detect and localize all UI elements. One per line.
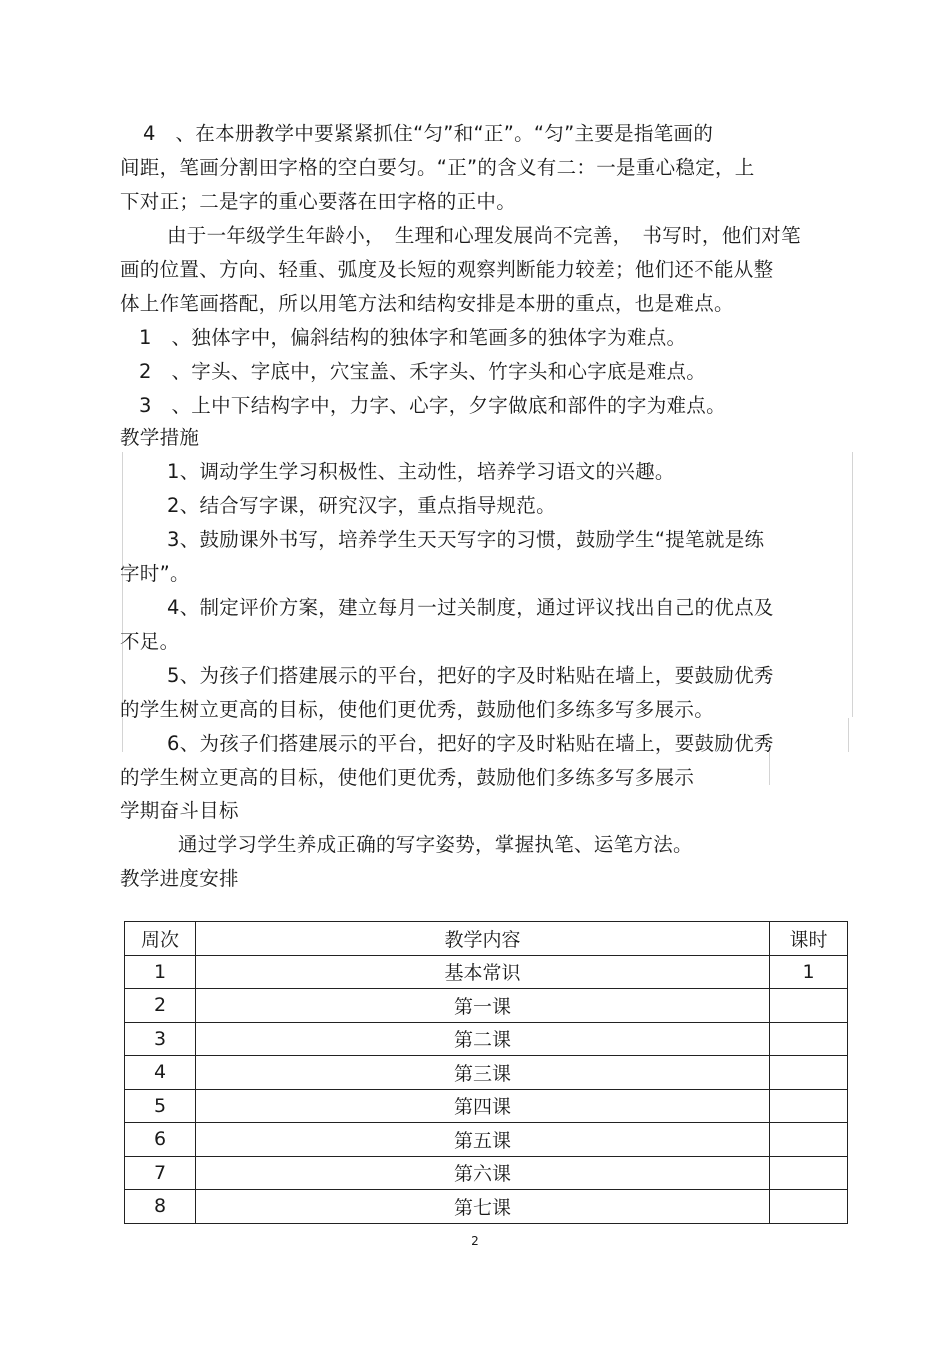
cell-week: 7 <box>125 1156 196 1190</box>
cell-hours <box>770 1089 848 1123</box>
table-row <box>125 989 848 1023</box>
measure-item-5-line-2: 的学生树立更高的目标，使他们更优秀，鼓励他们多练多写多展示。 <box>120 698 715 721</box>
difficulty-item-3: 3 、上中下结构字中，力字、心字，夕字做底和部件的字为难点。 <box>139 394 726 417</box>
table-row <box>125 955 848 989</box>
table-row <box>125 1089 848 1123</box>
cell-week: 2 <box>125 989 196 1023</box>
p4-line-2: 间距，笔画分割田字格的空白要匀。“正”的含义有二：一是重心稳定，上 <box>120 156 755 179</box>
cell-hours <box>770 1190 848 1224</box>
p4-line-1: 4 、在本册教学中要紧紧抓住“匀”和“正”。“匀”主要是指笔画的 <box>143 122 714 145</box>
cell-hours <box>770 1056 848 1090</box>
column-header-week: 周次 <box>125 922 196 956</box>
difficulty-item-1: 1 、独体字中，偏斜结构的独体字和笔画多的独体字为难点。 <box>139 326 687 349</box>
measure-item-2: 2、结合写字课，研究汉字，重点指导规范。 <box>167 494 556 517</box>
cell-content: 第三课 <box>196 1056 770 1090</box>
cell-content: 第二课 <box>196 1022 770 1056</box>
cell-week: 6 <box>125 1123 196 1157</box>
measure-item-4-line-1: 4、制定评价方案，建立每月一过关制度，通过评议找出自己的优点及 <box>167 596 774 619</box>
cell-hours <box>770 989 848 1023</box>
cell-content: 第一课 <box>196 989 770 1023</box>
cell-week: 4 <box>125 1056 196 1090</box>
measure-item-6-line-2: 的学生树立更高的目标，使他们更优秀，鼓励他们多练多写多展示 <box>120 766 695 789</box>
cell-content: 第六课 <box>196 1156 770 1190</box>
table-row <box>125 1056 848 1090</box>
cell-hours <box>770 1156 848 1190</box>
page-number: 2 <box>471 1234 479 1248</box>
cell-hours <box>770 1022 848 1056</box>
column-header-hours: 课时 <box>770 922 848 956</box>
table-header-row <box>125 922 848 956</box>
cell-week: 3 <box>125 1022 196 1056</box>
difficulty-item-2: 2 、字头、字底中，穴宝盖、禾字头、竹字头和心字底是难点。 <box>139 360 707 383</box>
measure-item-5-line-1: 5、为孩子们搭建展示的平台，把好的字及时粘贴在墙上，要鼓励优秀 <box>167 664 774 687</box>
p4-line-3: 下对正；二是字的重心要落在田字格的正中。 <box>120 190 517 213</box>
goals-text: 通过学习学生养成正确的写字姿势，掌握执笔、运笔方法。 <box>178 833 693 856</box>
cell-content: 第七课 <box>196 1190 770 1224</box>
difficulty-line-2: 画的位置、方向、轻重、弧度及长短的观察判断能力较差；他们还不能从整 <box>120 258 774 281</box>
measure-item-1: 1、调动学生学习积极性、主动性，培养学习语文的兴趣。 <box>167 460 675 483</box>
cell-content: 第五课 <box>196 1123 770 1157</box>
measure-item-3-line-1: 3、鼓励课外书写，培养学生天天写字的习惯，鼓励学生“提笔就是练 <box>167 528 765 551</box>
table-row <box>125 1123 848 1157</box>
difficulty-line-1: 由于一年级学生年龄小， 生理和心理发展尚不完善， 书写时，他们对笔 <box>167 224 801 247</box>
column-header-content: 教学内容 <box>196 922 770 956</box>
table-row <box>125 1190 848 1224</box>
table-row <box>125 1022 848 1056</box>
goals-heading: 学期奋斗目标 <box>120 799 239 822</box>
cell-hours <box>770 1123 848 1157</box>
measures-heading: 教学措施 <box>120 426 200 449</box>
schedule-table <box>124 921 848 1224</box>
cell-week: 8 <box>125 1190 196 1224</box>
cell-week: 1 <box>125 955 196 989</box>
cell-content: 第四课 <box>196 1089 770 1123</box>
cell-week: 5 <box>125 1089 196 1123</box>
cell-content: 基本常识 <box>196 955 770 989</box>
schedule-heading: 教学进度安排 <box>120 867 239 890</box>
measure-item-4-line-2: 不足。 <box>120 630 180 653</box>
table-row <box>125 1156 848 1190</box>
difficulty-line-3: 体上作笔画搭配，所以用笔方法和结构安排是本册的重点，也是难点。 <box>120 292 734 315</box>
cell-hours: 1 <box>770 955 848 989</box>
measure-item-6-line-1: 6、为孩子们搭建展示的平台，把好的字及时粘贴在墙上，要鼓励优秀 <box>167 732 774 755</box>
measure-item-3-line-2: 字时”。 <box>120 562 190 585</box>
